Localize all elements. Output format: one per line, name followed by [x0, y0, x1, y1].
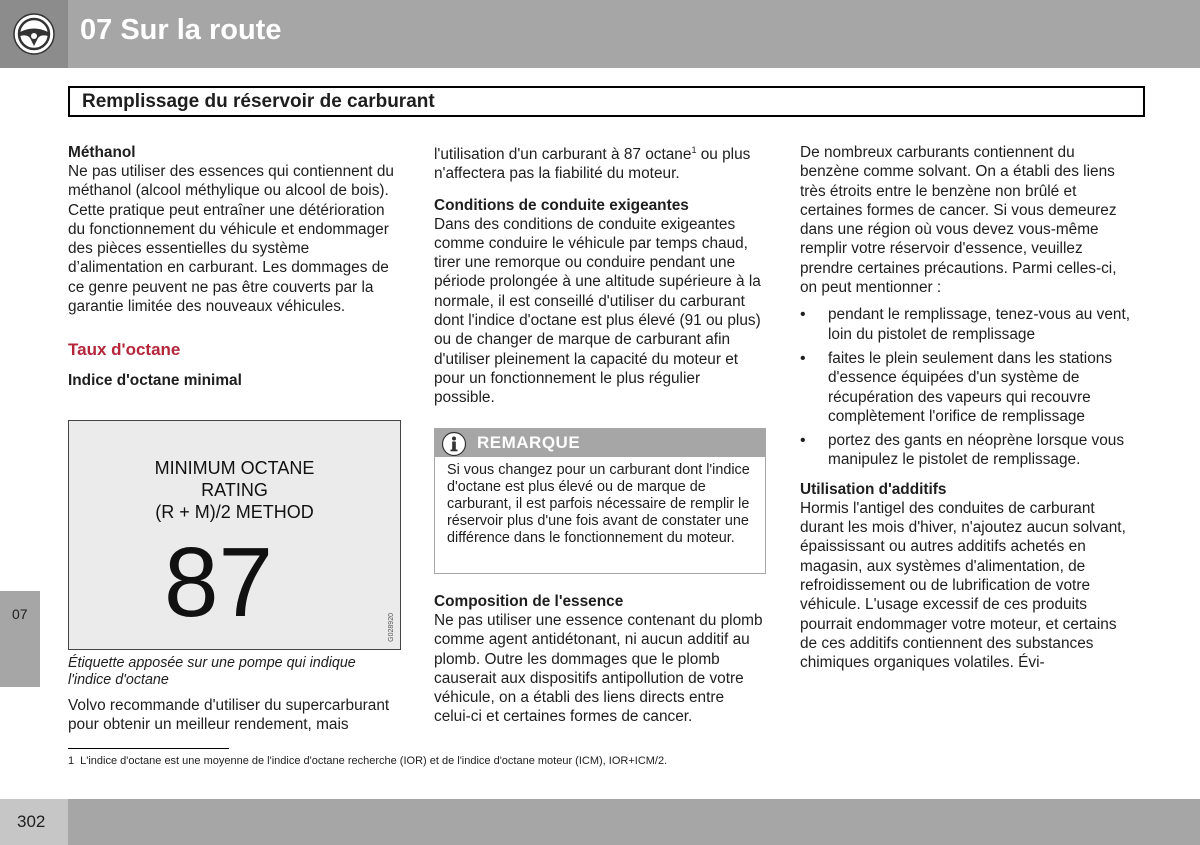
composition-section	[434, 592, 764, 727]
chapter-side-tab	[0, 591, 40, 687]
image-caption: Étiquette apposée sur une pompe qui indique l'indice d'octane	[68, 655, 356, 688]
conditions-heading: Conditions de conduite exigeantes	[434, 196, 689, 214]
continuation-paragraph	[434, 145, 764, 184]
additives-heading: Utilisation d'additifs	[800, 480, 947, 498]
octane-label-number: 87	[163, 527, 273, 637]
octane-label-image	[68, 420, 401, 650]
footnote-text: L'indice d'octane est une moyenne de l'indice d'octane recherche (IOR) et de l'indice d'octane moteur (ICM), IOR+ICM/2.	[80, 755, 668, 767]
chapter-icon-box	[0, 0, 68, 68]
octane-label-line-1: MINIMUM OCTANE	[154, 458, 315, 478]
page-number: 302	[17, 812, 46, 831]
note-text: Si vous changez pour un carburant dont l'indice d'octane est plus élevé ou de marque de carburant, il est parfois nécessaire de remplir le réservoir plus d'une fois avant de constater une différence dans le fonctionnement du moteur.	[447, 462, 750, 546]
continuation-text-b: ou plus n'affectera pas la fiabilité du moteur.	[434, 146, 751, 183]
benzene-paragraph: De nombreux carburants contiennent du benzène comme solvant. On a établi des liens très étroits entre le benzène non brûlé et certaines formes de cancer. Si vous demeurez dans une région où vous devez vous-même remplir votre réservoir d'essence, veuillez prendre certaines précautions. Parmi celles-ci, on peut mentionner :	[800, 144, 1117, 297]
additives-paragraph: Hormis l'antigel des conduites de carburant durant les mois d'hiver, n'ajoutez aucun solvant, épaississant ou autres additifs achetés en magasin, aux systèmes d'alimentation, de refroidissement ou de lubrification de votre véhicule. L'usage excessif de ces produits pourrait endommager votre moteur, et certains de ces additifs contiennent des substances chimiques organiques volatiles. Évi-	[800, 499, 1126, 672]
header-bar	[0, 0, 1200, 68]
octane-label-title	[69, 457, 400, 523]
composition-heading: Composition de l'essence	[434, 593, 624, 610]
list-item: • pendant le remplissage, tenez-vous au vent, loin du pistolet de remplissage	[800, 305, 1130, 344]
image-code: G028920	[388, 613, 395, 642]
column-2	[434, 145, 764, 408]
precautions-list	[800, 305, 1130, 469]
chapter-title: 07 Sur la route	[80, 14, 282, 46]
note-header	[435, 429, 765, 457]
column-1	[68, 143, 396, 390]
column-3	[800, 143, 1130, 672]
conditions-paragraph: Dans des conditions de conduite exigeantes comme conduire le véhicule par temps chaud, tirer une remorque ou conduire pendant une période prolongée à une altitude supérieure à la normale, il est conseillé d'utiliser du carburant dont l'indice d'octane est plus élevé (91 ou plus) ou de changer de marque de carburant afin d'utiliser pleinement la capacité du moteur et pour un fonctionnement le plus régulier possible.	[434, 215, 761, 407]
page-number-box	[0, 799, 68, 845]
footnote	[68, 755, 667, 767]
min-octane-heading: Indice d'octane minimal	[68, 371, 242, 389]
composition-paragraph: Ne pas utiliser une essence contenant du plomb comme agent antidétonant, ni aucun additif au plomb. Outre les dommages que le plomb causerait aux dispositifs antipollution de votre véhicule, on a établi des liens directs entre celui-ci et certaines formes de cancer.	[434, 612, 763, 726]
list-item: • faites le plein seulement dans les stations d'essence équipées d'un système de récupération des vapeurs qui recouvre complètement l'orifice de remplissage	[800, 349, 1130, 426]
octane-label-line-2: RATING	[201, 480, 268, 500]
list-item: • portez des gants en néoprène lorsque vous manipulez le pistolet de remplissage.	[800, 431, 1130, 470]
steering-wheel-icon	[12, 12, 56, 56]
footnote-rule	[68, 748, 229, 749]
octane-label-line-3: (R + M)/2 METHOD	[155, 502, 314, 522]
note-box	[434, 428, 766, 574]
info-icon	[441, 431, 467, 457]
continuation-text-a: l'utilisation d'un carburant à 87 octane	[434, 146, 692, 163]
section-title: Remplissage du réservoir de carburant	[68, 86, 1145, 117]
chapter-tab-label: 07	[12, 606, 28, 622]
octane-heading: Taux d'octane	[68, 340, 181, 360]
methanol-heading: Méthanol	[68, 144, 136, 161]
footer-bar	[0, 799, 1200, 845]
recommend-paragraph-wrap	[68, 696, 400, 735]
methanol-paragraph: Ne pas utiliser des essences qui contiennent du méthanol (alcool méthylique ou alcool de bois). Cette pratique peut entraîner une détérioration du fonctionnement du véhicule et endommager des pièces essentielles du système d’alimentation en carburant. Les dommages de ce genre peuvent ne pas être couverts par la garantie limitée des nouveaux véhicules.	[68, 163, 394, 316]
footnote-number: 1	[68, 755, 75, 767]
note-title: REMARQUE	[477, 433, 581, 452]
recommend-paragraph: Volvo recommande d'utiliser du supercarburant pour obtenir un meilleur rendement, mais	[68, 697, 390, 734]
footnote-ref: 1	[691, 144, 697, 155]
